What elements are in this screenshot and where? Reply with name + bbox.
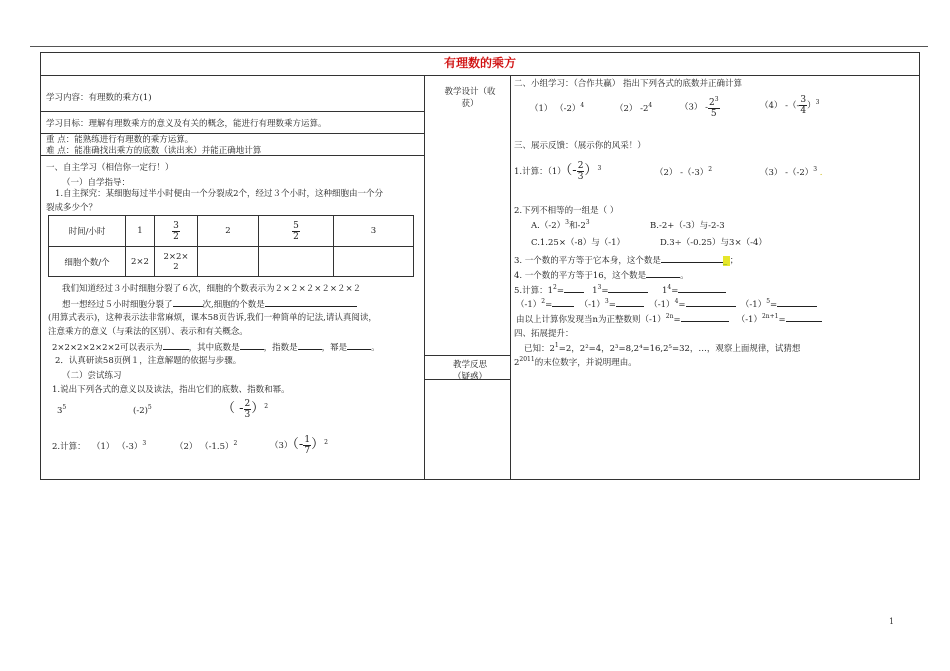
- table-cell: [259, 216, 334, 247]
- text: （1） （-2）: [530, 104, 581, 114]
- practice-q2-item1: [92, 440, 146, 452]
- text: 1: [592, 286, 598, 296]
- text: （3）: [270, 441, 293, 451]
- exponent: 3: [597, 284, 602, 292]
- feedback-q2: 2.下列不相等的一组是（ ）: [514, 206, 619, 216]
- text: 想一想经过５小时细胞分裂了: [62, 300, 173, 310]
- text: 3. 一个数的平方等于它本身，这个数是: [514, 256, 661, 266]
- text: （-1）: [740, 300, 767, 310]
- text: （2） -（-3）: [655, 168, 709, 178]
- table-cell-line: 2: [173, 261, 179, 272]
- exponent: 3: [604, 298, 609, 306]
- section-group-study: 二、小组学习：（合作共赢） 指出下列各式的底数并正确计算: [514, 79, 742, 89]
- blank-field[interactable]: [777, 297, 817, 307]
- table-cell: 2: [198, 216, 259, 247]
- learning-goal: 学习目标：理解有理数乘方的意义及有关的概念，能进行有理数乘方运算。: [46, 119, 327, 129]
- table-frac-num: 3: [173, 220, 179, 231]
- feedback-q3: 3. 一个数的平方等于它本身，这个数是 _ ；: [514, 253, 738, 266]
- exponent: 3: [565, 219, 569, 227]
- frac-num: 2: [577, 161, 584, 171]
- text: （4）: [760, 101, 783, 111]
- exponent: 2: [264, 403, 269, 411]
- highlight-mark: _: [722, 256, 730, 266]
- explanation-line6: 2．认真研读58页例１，注意解题的依据与步骤。: [55, 356, 242, 366]
- group-item3: （3） - $\frac{2^3}{5}$: [680, 96, 719, 119]
- text: 由以上计算你发现当n为正整数则（-1）: [516, 315, 666, 325]
- text: 获）: [461, 99, 479, 109]
- exponent: 2011: [519, 356, 535, 364]
- page-number: 1: [889, 617, 895, 626]
- option-b: B.-2+（-3）与-2-3: [650, 221, 725, 231]
- exponent: 4: [580, 102, 585, 110]
- subsection-practice: （二）尝试练习: [62, 371, 122, 381]
- text: 2.计算：: [52, 442, 86, 452]
- design-header: [432, 85, 508, 109]
- blank-field[interactable]: [616, 297, 644, 307]
- option-c: C.1.25×（-8）与（-1）: [531, 238, 626, 248]
- column-divider-left: [424, 75, 425, 480]
- subsection-guide: （一）自学指导：: [62, 178, 131, 188]
- text: 3: [57, 405, 63, 416]
- text: 教学设计（收: [444, 87, 496, 97]
- group-item4: （4） -（- $\frac{3}{4}$ ）$^3$: [760, 95, 820, 116]
- text: （-1）: [736, 315, 762, 325]
- frac-num: 1: [304, 435, 311, 445]
- blank-field[interactable]: [163, 340, 189, 350]
- section-self-study: 一、自主学习（相信你一定行！）: [46, 163, 174, 173]
- blank-field[interactable]: [681, 312, 729, 322]
- text: 4. 一个数的平方等于16，这个数是: [514, 271, 647, 281]
- text: 2: [514, 358, 520, 368]
- row-divider: [424, 355, 510, 356]
- row-divider: [41, 111, 424, 112]
- blank-field[interactable]: [646, 268, 680, 278]
- text: （3） -（-2）: [760, 168, 814, 178]
- frac-num: [708, 95, 720, 109]
- text: 和-2: [568, 221, 586, 231]
- extension-line1: [524, 342, 800, 354]
- practice-q1-item1: [57, 404, 66, 416]
- cell-division-table: [48, 215, 414, 277]
- exponent: 5: [147, 404, 152, 411]
- practice-q2-item3: （3）（- $\frac{1}{7}$ ）$^2$: [270, 435, 328, 456]
- text: ，幂是: [321, 343, 348, 353]
- exponent: 2: [233, 440, 238, 448]
- table-cell: [155, 216, 198, 247]
- column-divider-right: [510, 75, 511, 480]
- explanation-line1: 我们知道经过３小时细胞分裂了６次，细胞的个数表示为２×２×２×２×２×２: [62, 284, 362, 294]
- question-1-line1: 1.自主探究：某细胞每过半小时便由一个分裂成2个，经过３个小时，这种细胞由一个分: [55, 189, 384, 199]
- text: ，其中底数是: [188, 343, 240, 353]
- key-point: 重 点：能熟练进行有理数的乘方运算。: [46, 135, 194, 145]
- table-frac-den: 2: [173, 231, 179, 242]
- practice-q1-item2: [133, 404, 152, 416]
- table-cell-line: 2×2×: [163, 251, 189, 262]
- practice-q2: [52, 440, 86, 452]
- exponent: 4: [674, 298, 679, 306]
- learning-content: 学习内容：有理数的乘方(1): [46, 93, 152, 103]
- text: 已知：2: [524, 344, 555, 354]
- blank-field[interactable]: [661, 253, 723, 263]
- text: （3）: [680, 102, 703, 113]
- option-a: [531, 219, 590, 231]
- explanation-line5: [52, 340, 380, 353]
- exponent: 2: [708, 166, 713, 174]
- feedback-q5-row3: 由以上计算你发现当n为正整数则$(-1)^{2n}=$ $(-1)^{2n+1}=$: [516, 312, 822, 325]
- exponent: 2n+1: [761, 313, 779, 321]
- group-item1: [530, 102, 584, 114]
- blank-field[interactable]: [265, 297, 357, 307]
- exponent: 2: [541, 298, 546, 306]
- text: 2×2×2×2×2×2可以表示为: [52, 343, 163, 353]
- blank-field[interactable]: [173, 297, 203, 307]
- blank-field[interactable]: [686, 297, 736, 307]
- frac-den: 3: [577, 172, 584, 182]
- exponent: 5: [62, 404, 67, 411]
- feedback-q1-item3: [760, 166, 823, 178]
- practice-q2-item2: [175, 440, 237, 452]
- blank-field[interactable]: [564, 283, 584, 293]
- text: 教学反思: [452, 360, 487, 370]
- exponent: 2: [324, 439, 328, 447]
- frac-den: 3: [244, 410, 251, 420]
- frac-den: 7: [304, 446, 311, 456]
- exponent: 2: [553, 284, 557, 292]
- table-cell: [155, 247, 198, 277]
- difficulty: 难 点：能准确找出乘方的底数（读出来）并能正确地计算: [46, 146, 262, 156]
- text: （2） -2: [615, 104, 649, 114]
- exponent: 3: [815, 99, 820, 107]
- text: （疑惑）: [452, 372, 487, 382]
- blank-field[interactable]: [608, 283, 648, 293]
- table-cell: [259, 247, 334, 277]
- exponent: 3: [585, 219, 590, 227]
- explanation-line2: [62, 297, 357, 310]
- text: （2） （-1.5）: [175, 442, 234, 452]
- frac-num: 3: [800, 95, 807, 105]
- option-d: D.3÷（-0.25）与3×（-4）: [660, 238, 767, 248]
- blank-field[interactable]: [240, 340, 264, 350]
- text: （-1）: [579, 300, 605, 310]
- extension-line2: [514, 356, 637, 368]
- exponent: 1: [554, 342, 559, 350]
- exponent: 5: [766, 298, 771, 306]
- blank-field[interactable]: [347, 340, 371, 350]
- text: 。: [371, 343, 380, 353]
- explanation-line3: (用算式表示)，这种表示法非常麻烦，课本58页告诉,我们一种简单的记法,请认真阅读，: [48, 313, 377, 323]
- feedback-q1: 1.计算：（1）（- $\frac{2}{3}$ ）$^3$: [514, 161, 602, 182]
- frac-den: 4: [800, 106, 807, 116]
- text: （1） （-3）: [92, 442, 143, 452]
- table-cell: 2×2: [126, 247, 155, 277]
- table-cell: 时间/小时: [49, 216, 126, 247]
- table-frac-den: 2: [293, 231, 299, 242]
- feedback-q5-row2: $(-1)^2= (-1)^3= (-1)^4= (-1)^5=$: [516, 297, 817, 310]
- table-cell: 3: [334, 216, 414, 247]
- exponent: 3: [714, 96, 719, 103]
- exponent: 2n: [665, 313, 674, 321]
- text: （-1）: [516, 300, 542, 310]
- question-1-line2: 裂成多少个？: [46, 203, 98, 213]
- text: 1.计算：（1）: [514, 167, 566, 177]
- blank-field[interactable]: [786, 312, 822, 322]
- text: 的末位数字，并说明理由。: [534, 358, 637, 368]
- table-cell: 细胞个数/个: [49, 247, 126, 277]
- frac-num: 2: [244, 399, 251, 409]
- blank-field[interactable]: [552, 297, 574, 307]
- exponent: 4: [667, 284, 672, 292]
- text: （-1）: [649, 300, 675, 310]
- group-item2: [615, 102, 652, 114]
- table-frac-num: 5: [293, 220, 299, 231]
- stray-mark: .: [819, 168, 823, 178]
- reflect-header: [432, 358, 508, 382]
- text: 1: [661, 286, 668, 296]
- section-feedback: 三、展示反馈：（展示你的风采！）: [514, 141, 646, 151]
- section-extension: 四、拓展提升：: [514, 329, 574, 339]
- text: ，指数是: [263, 343, 298, 353]
- frac-den: 5: [710, 109, 717, 119]
- table-cell: [198, 247, 259, 277]
- feedback-q1-item2: [655, 166, 712, 178]
- exponent: 4: [648, 102, 653, 110]
- blank-field[interactable]: [678, 283, 726, 293]
- feedback-q4: 4. 一个数的平方等于16，这个数是 。: [514, 268, 689, 281]
- blank-field[interactable]: [298, 340, 322, 350]
- exponent: 3: [597, 165, 602, 173]
- explanation-line4: 注意乘方的意义（与乘法的区别）、表示和有关概念。: [48, 327, 248, 337]
- exponent: 3: [142, 440, 147, 448]
- page-title: 有理数的乘方: [41, 53, 919, 76]
- practice-q1-item3: （ - $\frac{2}{3}$ ）$^2$: [222, 399, 269, 420]
- text: A.（-2）: [531, 221, 566, 231]
- exponent: 3: [813, 166, 818, 174]
- table-cell: [334, 247, 414, 277]
- practice-q1: 1.说出下列各式的意义以及读法，指出它们的底数、指数和幂。: [52, 385, 290, 395]
- text: 5.计算：1: [514, 286, 554, 296]
- top-rule: [30, 46, 928, 47]
- text: =2，2²=4，2³=8,2⁴=16,2⁵=32，…，观察上面规律，试猜想: [558, 344, 801, 354]
- feedback-q5-row1: 5.计算：$1^2=$ $1^3=$ $1^4=$: [514, 283, 726, 296]
- text: 2: [709, 98, 715, 108]
- text: (-2): [133, 405, 148, 416]
- text: 次,细胞的个数是: [202, 300, 265, 310]
- table-cell: 1: [126, 216, 155, 247]
